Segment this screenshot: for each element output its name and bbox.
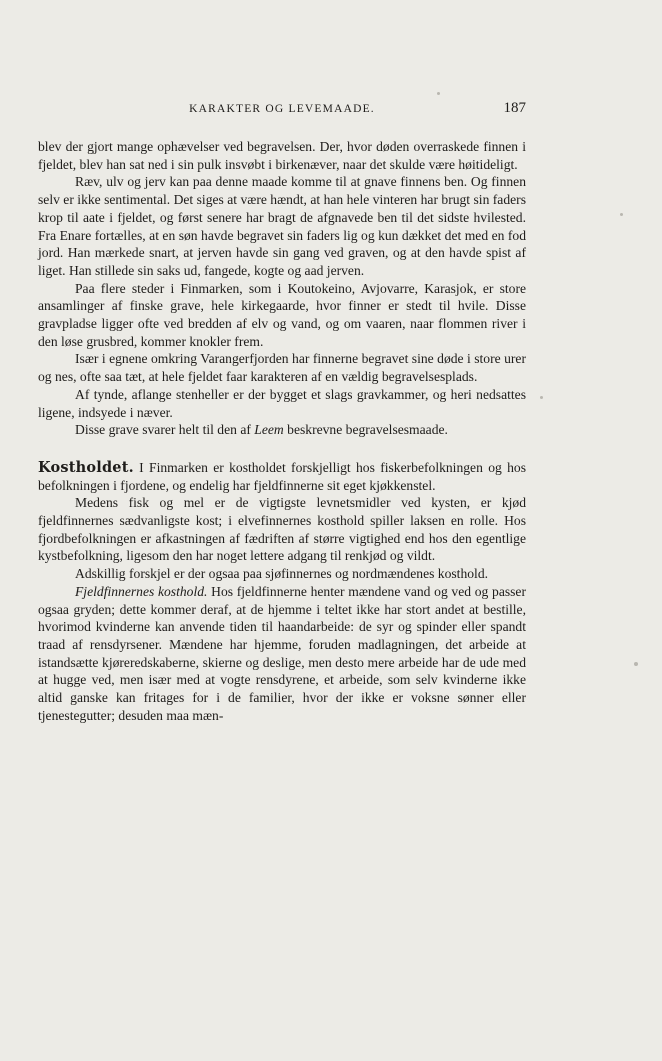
paragraph-2: Ræv, ulv og jerv kan paa denne maade komme til at gnave finnens ben. Og finnen selv er ikke sentimental. Det siges at være hændt, at han hele vinteren har brugt sin faders krop til aate i fjeldet, og først senere har bragt de afgnavede ben til det sidste hvilested. Fra Enare fortælles, at en søn havde begravet sin faders lig og kun dækket det med en fod jord. Han mærkede snart, at jerven havde sin gang ved graven, og at den havde spist af liget. Han stillede sin saks ud, fangede, kogte og aad jerven. [38, 174, 526, 278]
paper-speck [634, 662, 638, 666]
paragraph-10 [38, 583, 526, 725]
section-title: Kostholdet. [38, 458, 134, 476]
paragraph-6 [38, 421, 526, 439]
page-number: 187 [503, 100, 526, 116]
paragraph-3: Paa flere steder i Finmarken, som i Koutokeino, Avjovarre, Karasjok, er store ansamlinger af finske grave, hele kirkegaarde, hvor finner er stedt til hvile. Disse gravpladse ligger ofte ved bredden af elv og vand, og om vaaren, naar flommen river i den løse grusbred, kommer knokler frem. [38, 280, 526, 349]
paragraph-7: I Finmarken er kostholdet forskjelligt hos fiskerbefolkningen og hos befolkningen i fjordene, og endelig har fjeldfinnerne sit eget kjøkkenstel. [38, 459, 526, 493]
paper-speck [540, 396, 543, 399]
paper-speck [620, 213, 623, 216]
section-kostholdet [38, 459, 526, 494]
paragraph-6-text-b: beskrevne begravelsesmaade. [283, 422, 448, 438]
paragraph-5: Af tynde, aflange stenheller er der bygget et slags gravkammer, og heri nedsattes ligene, indsyede i næver. [38, 386, 526, 420]
author-reference: Leem [254, 422, 284, 438]
paper-speck [437, 92, 440, 95]
paragraph-4: Især i egnene omkring Varangerfjorden har finnerne begravet sine døde i store urer og nes, ofte saa tæt, at hele fjeldet faar karakteren af en vældig begravelsesplads. [38, 351, 526, 385]
page-header [38, 100, 526, 120]
paragraph-9: Adskillig forskjel er der ogsaa paa sjøfinnernes og nordmændenes kosthold. [75, 566, 489, 582]
paragraph-10-text: Hos fjeldfinnerne henter mændene vand og ved og passer ogsaa gryden; dette kommer deraf, at de hjemme i teltet ikke har stort andet at bestille, hvorimod kvinderne kan anvende tiden til haandarbeide: de syr og spinder eller spandt traad af rensdyrsener. Mændene har hjemme, foruden madlagningen, det arbeide at istandsætte kjøreredskaberne, skierne og deslige, men desto mere arbeide har de ude med at hugge ved, men især med at vogte rensdyrene, et arbeide, som selv kvinderne ikke altid ganske kan fritages for i de familier, hvor der ikke er voksne sønner eller tjenestegutter; desuden maa mæn- [38, 583, 526, 723]
running-head: KARAKTER OG LEVEMAADE. [189, 103, 375, 115]
body-text [38, 138, 526, 725]
paragraph-1: blev der gjort mange ophævelser ved begravelsen. Der, hvor døden overraskede finnen i fjeldet, blev han sat ned i sin pulk insvøbt i birkenæver, naar det skulde være høitideligt. [38, 139, 526, 172]
paragraph-6-text-a: Disse grave svarer helt til den af [75, 422, 255, 438]
subsection-title: Fjeldfinnernes kosthold. [75, 583, 208, 599]
paragraph-8: Medens fisk og mel er de vigtigste levnetsmidler ved kysten, er kjød fjeldfinnernes sædvanligste kost; i elvefinnernes kosthold spiller laksen en rolle. Hos fjordbefolkningen er afkastningen af fædriften af større vigtighed end hos den egentlige kystbefolkning, ligesom den har noget lettere adgang til renkjød og vildt. [38, 495, 526, 564]
